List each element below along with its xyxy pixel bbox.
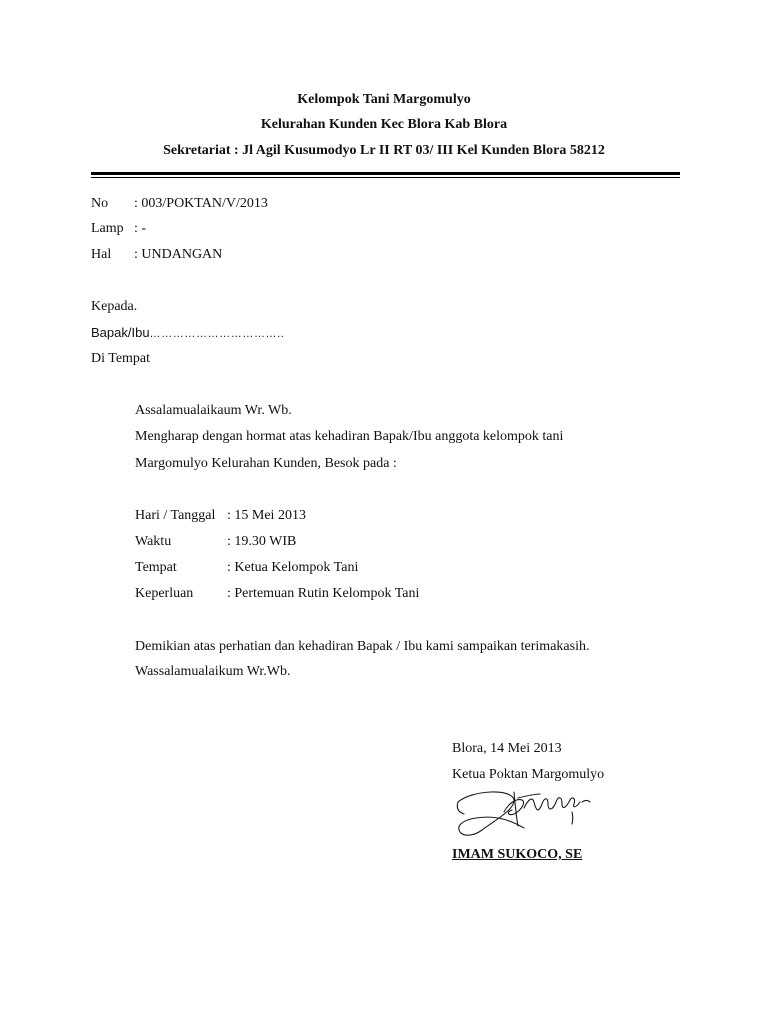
handwritten-signature <box>452 782 602 848</box>
details-place-value: : Ketua Kelompok Tani <box>227 560 359 575</box>
details-place-label: Tempat <box>135 560 177 575</box>
letterhead-rule-thin <box>91 177 680 178</box>
details-time-value: : 19.30 WIB <box>227 534 297 549</box>
details-date-value: : 15 Mei 2013 <box>227 508 306 523</box>
recipient-name-line <box>91 324 284 343</box>
recipient-name-label: Bapak/Ibu <box>91 325 150 340</box>
recipient-name-blank: …………………………….. <box>149 328 285 340</box>
letterhead-address: Kelurahan Kunden Kec Blora Kab Blora <box>260 117 508 132</box>
details-purpose-value: : Pertemuan Rutin Kelompok Tani <box>227 586 420 601</box>
closing-line-1: Demikian atas perhatian dan kehadiran Bapak / Ibu kami sampaikan terimakasih. <box>135 639 590 654</box>
closing-line-2: Wassalamualaikum Wr.Wb. <box>135 664 291 679</box>
details-time-label: Waktu <box>135 534 172 549</box>
recipient-to-label: Kepada. <box>91 299 138 314</box>
meta-no-value: : 003/POKTAN/V/2013 <box>134 196 268 211</box>
body-line-2: Margomulyo Kelurahan Kunden, Besok pada : <box>135 456 397 471</box>
signature-position: Ketua Poktan Margomulyo <box>452 767 605 782</box>
letterhead-org-name: Kelompok Tani Margomulyo <box>297 92 471 107</box>
letterhead-rule-thick <box>91 172 680 175</box>
meta-hal-value: : UNDANGAN <box>134 247 223 262</box>
recipient-place: Di Tempat <box>91 351 151 366</box>
body-greeting: Assalamualaikaum Wr. Wb. <box>135 403 292 418</box>
signer-name: IMAM SUKOCO, SE <box>452 847 583 862</box>
signature-place-date: Blora, 14 Mei 2013 <box>452 741 562 756</box>
letterhead-secretariat: Sekretariat : Jl Agil Kusumodyo Lr II RT 03/ III Kel Kunden Blora 58212 <box>163 143 605 158</box>
body-line-1: Mengharap dengan hormat atas kehadiran Bapak/Ibu anggota kelompok tani <box>135 429 564 444</box>
meta-lamp-value: : - <box>134 221 147 236</box>
meta-hal-label: Hal <box>91 247 112 262</box>
details-date-label: Hari / Tanggal <box>135 508 216 523</box>
meta-lamp-label: Lamp <box>91 221 124 236</box>
meta-no-label: No <box>91 196 109 211</box>
details-purpose-label: Keperluan <box>135 586 194 601</box>
